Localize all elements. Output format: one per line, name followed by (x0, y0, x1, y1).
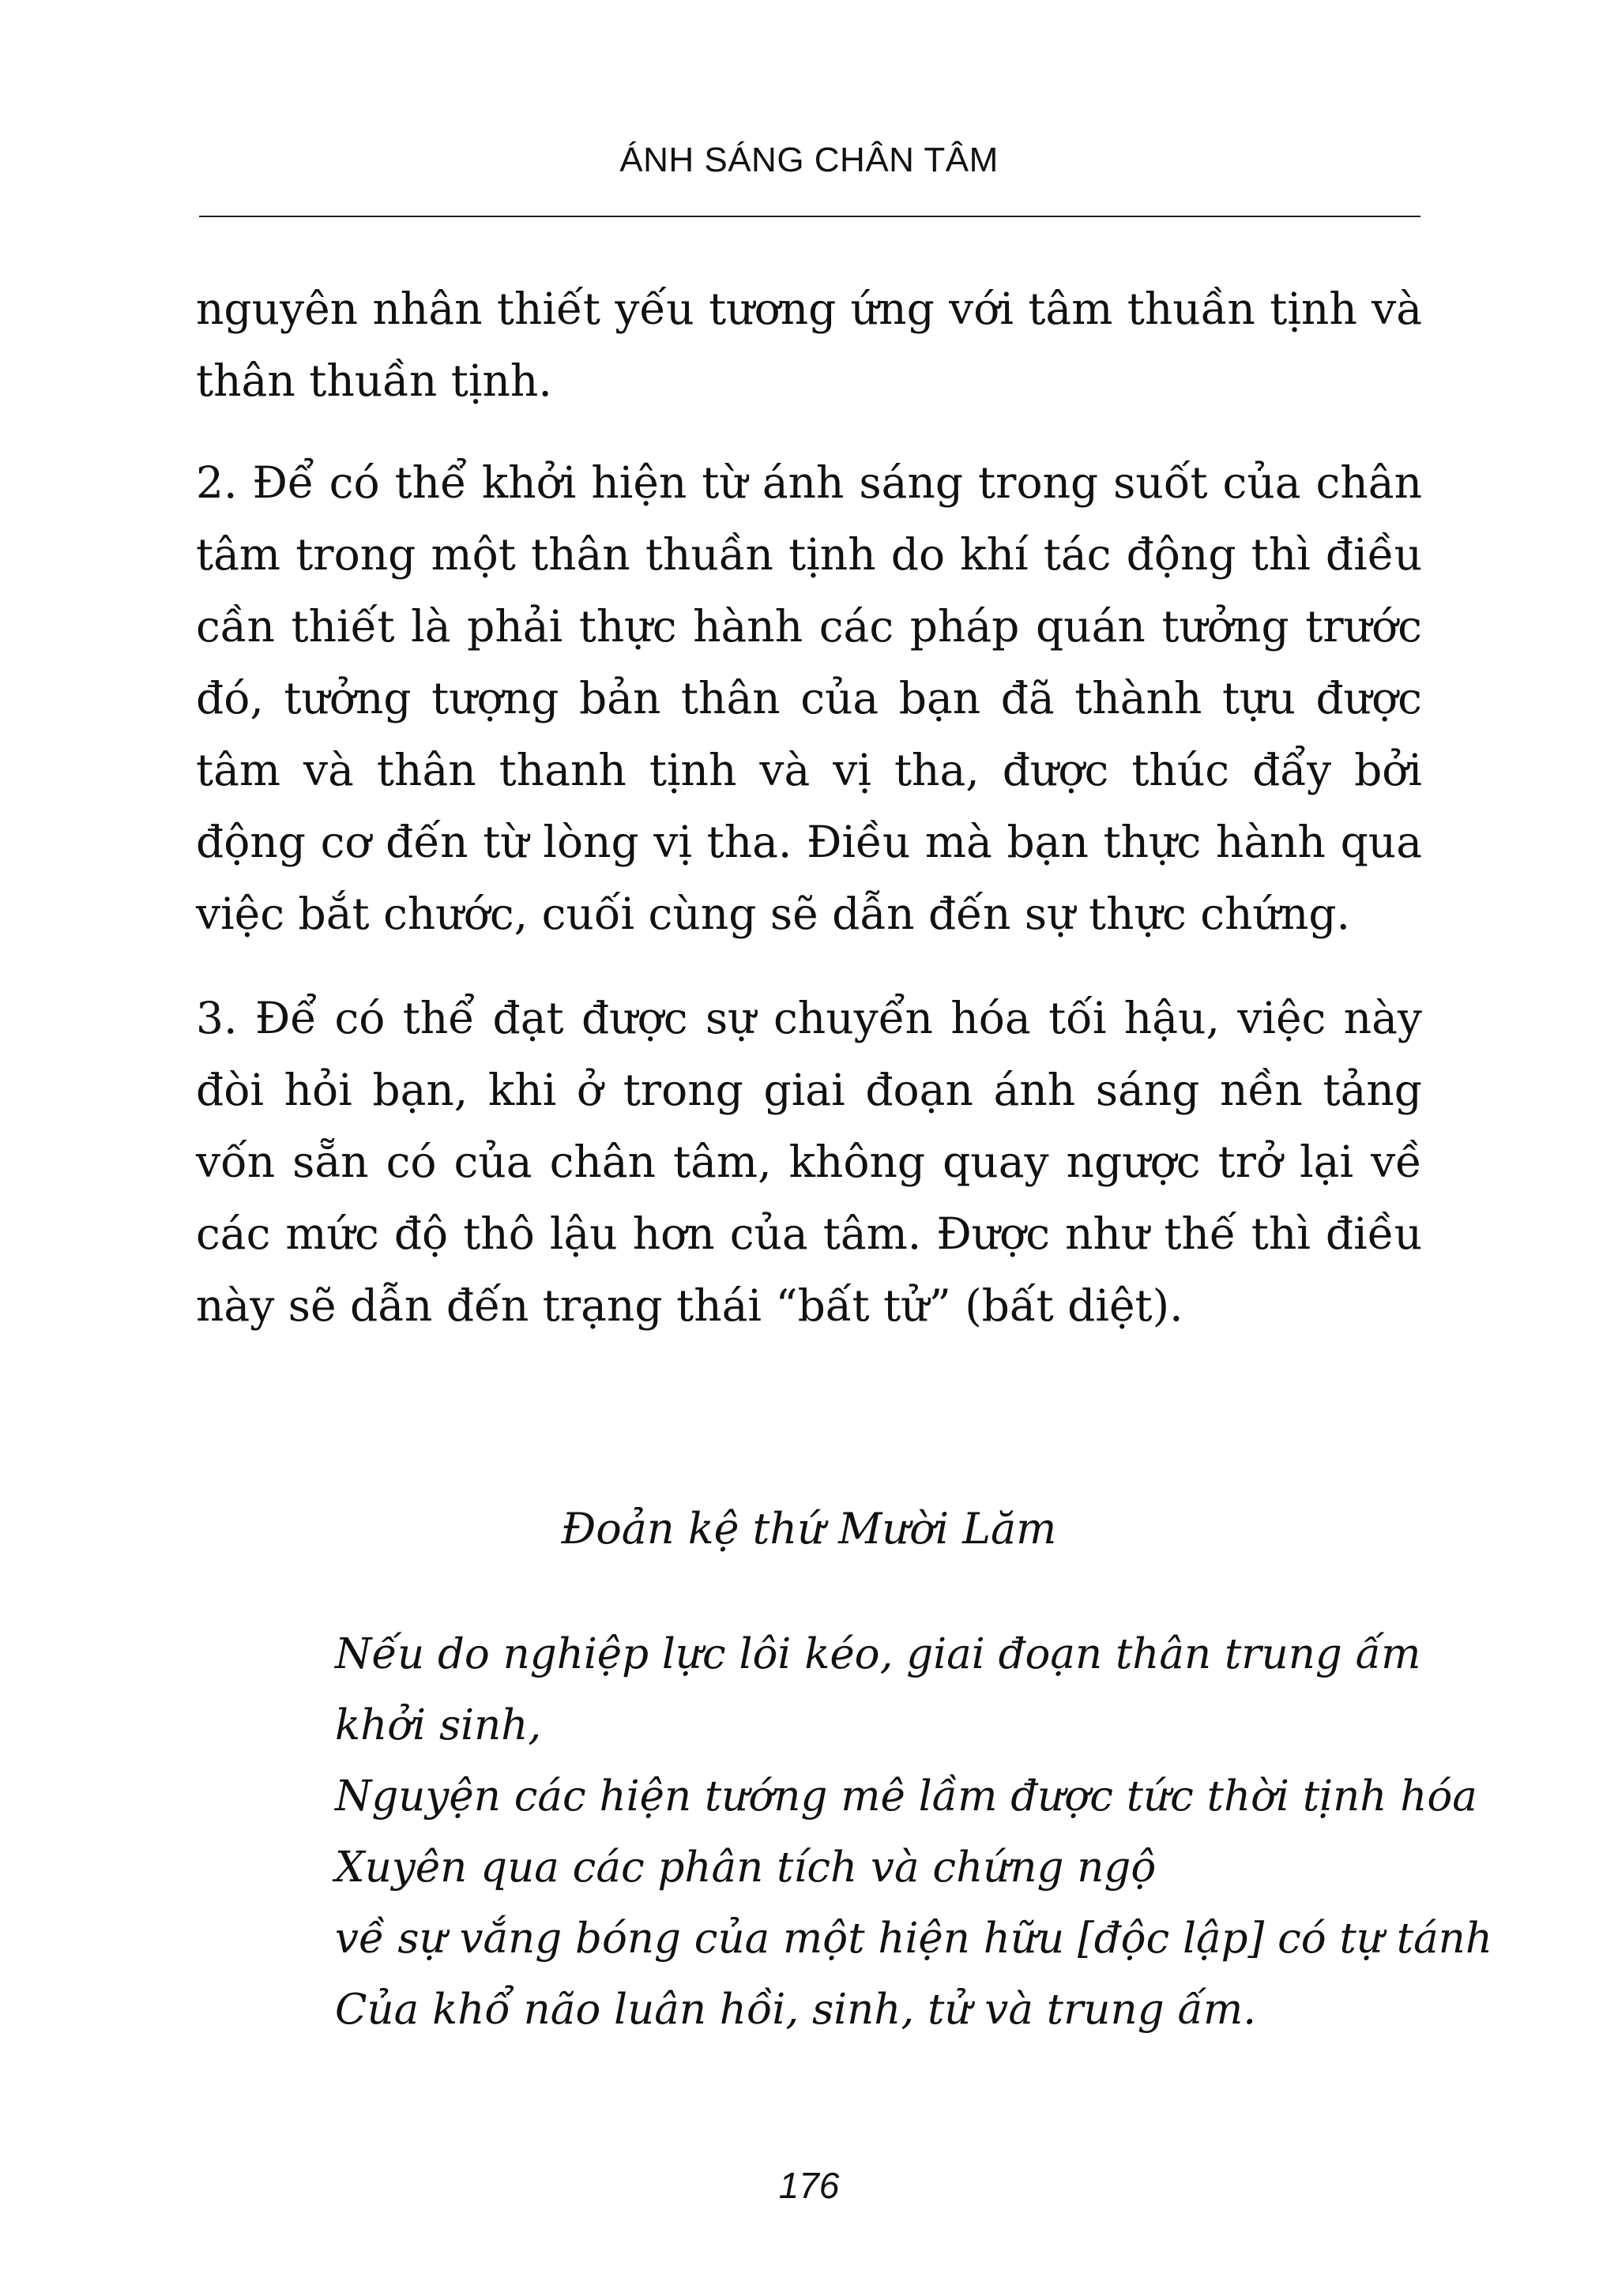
verse-line: Của khổ não luân hồi, sinh, tử và trung ấm. (335, 1986, 1257, 2034)
page-number: 176 (778, 2165, 840, 2206)
verse-line: Nguyện các hiện tướng mê lầm được tức thời tịnh hóa (335, 1772, 1477, 1821)
paragraph-continuation: nguyên nhân thiết yếu tương ứng với tâm thuần tịnh và thân thuần tịnh. (196, 284, 1422, 406)
header-divider (199, 216, 1420, 217)
verse-line: khởi sinh, (335, 1701, 542, 1749)
verse-line: về sự vắng bóng của một hiện hữu [độc lập] có tự tánh (335, 1915, 1492, 1963)
paragraph-item-2: 2. Để có thể khởi hiện từ ánh sáng trong suốt của chân tâm trong một thân thuần tịnh do khí tác động thì điều cần thiết là phải thực hành các pháp quán tưởng trước đó, tưởng tượng bản thân của bạn đã thành tựu được tâm và thân thanh tịnh và vị tha, được thúc đẩy bởi động cơ đến từ lòng vị tha. Điều mà bạn thực hành qua việc bắt chước, cuối cùng sẽ dẫn đến sự thực chứng. (196, 457, 1422, 939)
paragraph-item-3: 3. Để có thể đạt được sự chuyển hóa tối hậu, việc này đòi hỏi bạn, khi ở trong giai đoạn ánh sáng nền tảng vốn sẵn có của chân tâm, không quay ngược trở lại về các mức độ thô lậu hơn của tâm. Được như thế thì điều này sẽ dẫn đến trạng thái “bất tử” (bất diệt). (196, 993, 1422, 1331)
verse-block (335, 1619, 1492, 2046)
verse-line: Nếu do nghiệp lực lôi kéo, giai đoạn thân trung ấm (335, 1630, 1421, 1678)
verse-title: Đoản kệ thứ Mười Lăm (561, 1504, 1057, 1554)
verse-line: Xuyên qua các phân tích và chứng ngộ (335, 1843, 1157, 1892)
running-header: ÁNH SÁNG CHÂN TÂM (619, 141, 999, 179)
